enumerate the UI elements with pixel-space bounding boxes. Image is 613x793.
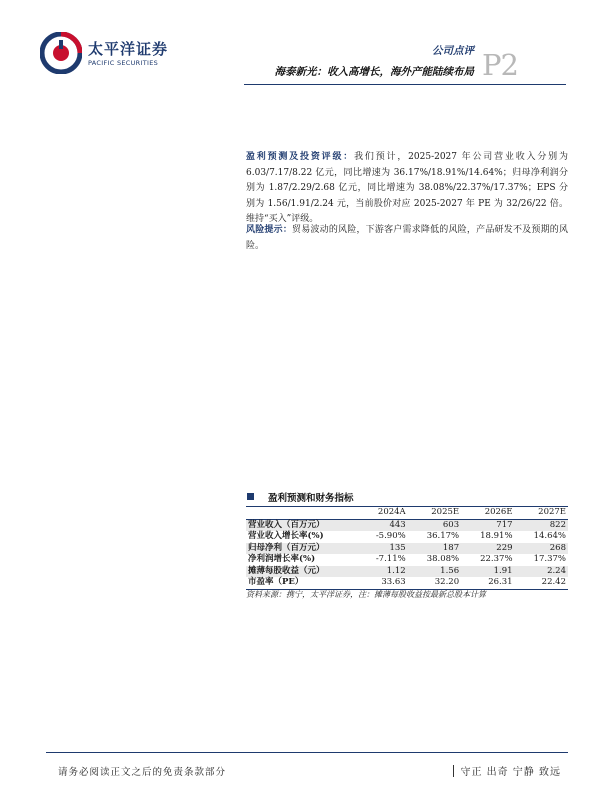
- forecast-paragraph: [246, 150, 568, 228]
- row-label: 市盈率（PE）: [246, 577, 358, 589]
- brand-logo: [40, 32, 170, 76]
- table-title: 盈利预测和财务指标: [268, 493, 354, 504]
- brand-name-cn: 太平洋证券: [88, 40, 169, 58]
- header-divider: [244, 84, 566, 85]
- brand-name-en: PACIFIC SECURITIES: [88, 59, 159, 67]
- table-cell: 443: [358, 519, 408, 531]
- table-cell: 822: [515, 519, 568, 531]
- report-title: 海泰新光：收入高增长，海外产能陆续布局: [274, 66, 474, 78]
- table-cell: 603: [408, 519, 461, 531]
- table-cell: 1.56: [408, 566, 461, 578]
- table-cell: 18.91%: [480, 531, 513, 541]
- table-header-cell: 2026E: [461, 507, 514, 520]
- forecast-lead: 盈利预测及投资评级：: [246, 152, 355, 162]
- table-header-cell: 2024A: [358, 507, 408, 520]
- doc-type-label: 公司点评: [432, 45, 474, 57]
- table-cell: 229: [461, 543, 514, 555]
- table-source-note: 资料来源：携宁，太平洋证券，注：摊薄每股收益按最新总股本计算: [246, 590, 486, 599]
- table-header-cell: 2027E: [515, 507, 568, 520]
- table-cell: 36.17%: [426, 531, 460, 541]
- table-heading: [246, 490, 568, 504]
- table-row: [246, 519, 568, 531]
- footer-motto: 守正 出奇 宁静 致远: [460, 767, 561, 778]
- table-row: [246, 577, 568, 589]
- table-cell: 38.08%: [426, 554, 460, 564]
- table-cell: 268: [515, 543, 568, 555]
- table-row: [246, 566, 568, 578]
- table-header-row: [246, 507, 568, 520]
- page-number: P2: [482, 48, 518, 82]
- risk-paragraph: [246, 223, 568, 254]
- table-cell: 26.31: [461, 577, 514, 589]
- table-cell: 17.37%: [533, 554, 566, 564]
- footer-motto-block: [453, 763, 561, 778]
- table-cell: 33.63: [358, 577, 408, 589]
- risk-text: 贸易波动的风险，下游客户需求降低的风险，产品研发不及预期的风险。: [246, 225, 568, 251]
- table-cell: -5.90%: [375, 531, 406, 541]
- table-cell: 187: [408, 543, 461, 555]
- forecast-text: 我们预计，2025-2027 年公司营业收入分别为 6.03/7.17/8.22 亿元，同比增速为 36.17%/18.91%/14.64%；归母净利润分别为 1.87/2.29/2.68 亿元，同比增速为 38.08%/22.37%/17.37%；EPS 分别为 1.56/1.91/2.24 元，当前股价对应 2025-2027 年 PE 为 32/26/22 倍。维持“买入”评级。: [246, 152, 568, 224]
- table-row: [246, 554, 568, 566]
- table-cell: 1.91: [461, 566, 514, 578]
- table-cell: 22.37%: [480, 554, 513, 564]
- row-label: 营业收入增长率(%): [248, 531, 324, 541]
- footer-disclaimer: 请务必阅读正文之后的免责条款部分: [58, 767, 227, 778]
- row-label: 归母净利（百万元）: [246, 543, 358, 555]
- footer-separator: [453, 765, 454, 777]
- square-bullet-icon: [247, 493, 254, 500]
- row-label: 净利润增长率(%): [248, 554, 316, 564]
- table-cell: 135: [358, 543, 408, 555]
- table-header-cell: [246, 507, 358, 520]
- table-cell: 14.64%: [533, 531, 566, 541]
- table-cell: 2.24: [515, 566, 568, 578]
- financial-table: [246, 506, 568, 590]
- table-row: [246, 531, 568, 543]
- risk-lead: 风险提示：: [246, 225, 293, 235]
- table-cell: 717: [461, 519, 514, 531]
- table-cell: 22.42: [515, 577, 568, 589]
- table-cell: 32.20: [408, 577, 461, 589]
- table-cell: 1.12: [358, 566, 408, 578]
- row-label: 营业收入（百万元）: [246, 519, 358, 531]
- footer-divider: [46, 752, 568, 753]
- pacific-securities-logo-icon: [40, 32, 82, 74]
- table-cell: -7.11%: [375, 554, 406, 564]
- table-row: [246, 543, 568, 555]
- row-label: 摊薄每股收益（元）: [246, 566, 358, 578]
- table-header-cell: 2025E: [408, 507, 461, 520]
